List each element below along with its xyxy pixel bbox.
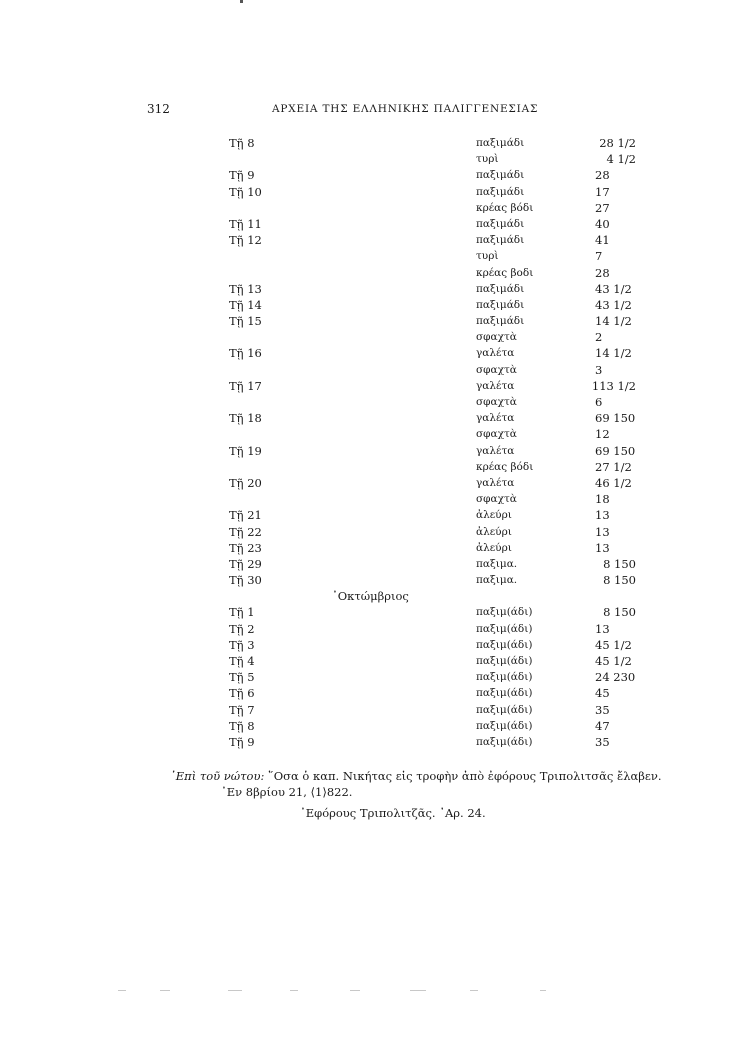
ledger-item: παξιμ(άδι) (476, 622, 533, 635)
ledger-item: παξιμ(άδι) (476, 703, 533, 716)
ledger-row (0, 507, 744, 523)
ledger-quantity: 12 (595, 427, 610, 442)
ledger-row (0, 410, 744, 426)
ledger-day: Τῇ 13 (229, 281, 262, 296)
ledger-row (0, 378, 744, 394)
ledger-row (0, 167, 744, 183)
ledger-item: παξιμ(άδι) (476, 606, 533, 619)
ledger-quantity: 8 150 (603, 573, 636, 588)
ledger-day: Τῇ 5 (229, 670, 255, 685)
ledger-row (0, 604, 744, 620)
ledger-item: σφαχτὰ (476, 493, 517, 506)
ledger-day: Τῇ 9 (229, 734, 255, 749)
ledger-day: Τῇ 7 (229, 702, 255, 717)
ledger-row (0, 702, 744, 718)
signature-line: ᾿Εφόρους Τριπολιτζᾶς. ᾿Αρ. 24. (300, 806, 486, 820)
ledger-day: Τῇ 18 (229, 411, 262, 426)
ledger-quantity: 4 1/2 (606, 152, 636, 167)
ledger-quantity: 28 (595, 168, 610, 183)
page-header (0, 102, 744, 118)
ledger-item: σφαχτὰ (476, 363, 517, 376)
ledger-day: Τῇ 16 (229, 346, 262, 361)
ledger-day: Τῇ 10 (229, 184, 262, 199)
ledger-quantity: 14 1/2 (595, 314, 632, 329)
ledger-quantity: 13 (595, 508, 610, 523)
ledger-row (0, 329, 744, 345)
ledger-item: ἀλεύρι (476, 509, 512, 522)
ledger-row (0, 232, 744, 248)
ledger-quantity: 46 1/2 (595, 475, 632, 490)
ledger-day: Τῇ 22 (229, 524, 262, 539)
ledger-day: Τῇ 8 (229, 136, 255, 150)
scan-mark (240, 0, 243, 3)
ledger-row (0, 685, 744, 701)
ledger-item: γαλέτα (476, 476, 515, 489)
ledger-item: ἀλεύρι (476, 525, 512, 538)
ledger-row (0, 216, 744, 232)
ledger-row (0, 426, 744, 442)
ledger-row (0, 491, 744, 507)
ledger-item: παξιμάδι (476, 282, 525, 295)
ledger-quantity: 40 (595, 216, 610, 231)
ledger-row (0, 653, 744, 669)
ledger-row (0, 265, 744, 281)
ledger-quantity: 13 (595, 524, 610, 539)
ledger-quantity: 35 (595, 702, 610, 717)
ledger-item: κρέας βόδι (476, 201, 534, 214)
ledger-day: Τῇ 8 (229, 718, 255, 733)
ledger-day: Τῇ 12 (229, 233, 262, 248)
ledger-item: σφαχτὰ (476, 396, 517, 408)
ledger-quantity: 27 1/2 (595, 459, 632, 474)
ledger-row (0, 572, 744, 588)
ledger-item: γαλέτα (476, 444, 515, 457)
page-number: 312 (147, 102, 170, 116)
ledger-row (0, 459, 744, 475)
ledger-item: τυρὶ (476, 153, 499, 166)
ledger-row (0, 556, 744, 572)
ledger-row (0, 200, 744, 216)
ledger-quantity: 6 (595, 395, 603, 409)
provisions-ledger (0, 135, 744, 750)
ledger-item: παξιμάδι (476, 217, 525, 230)
ledger-quantity: 24 230 (595, 670, 636, 685)
ledger-day: Τῇ 4 (229, 654, 255, 668)
verso-label: ᾿Επὶ τοῦ νώτου: (170, 769, 265, 783)
ledger-row (0, 313, 744, 329)
ledger-row (0, 135, 744, 151)
ledger-quantity: 69 150 (595, 411, 636, 426)
ledger-item: γαλέτα (476, 412, 515, 425)
ledger-item: παξιμ(άδι) (476, 655, 533, 667)
ledger-day: Τῇ 17 (229, 378, 262, 393)
ledger-row (0, 540, 744, 556)
ledger-row (0, 151, 744, 167)
ledger-day: Τῇ 1 (229, 605, 255, 620)
ledger-row (0, 394, 744, 410)
ledger-quantity: 17 (595, 184, 610, 199)
ledger-row (0, 248, 744, 264)
verso-note (170, 769, 662, 783)
ledger-row (0, 443, 744, 459)
ledger-row (0, 345, 744, 361)
ledger-row (0, 718, 744, 734)
ledger-item: παξιμάδι (476, 298, 525, 311)
ledger-item: παξιμ(άδι) (476, 671, 533, 684)
ledger-item: παξιμάδι (476, 315, 525, 328)
ledger-item: παξιμ(άδι) (476, 719, 533, 732)
ledger-day: Τῇ 2 (229, 621, 255, 636)
ledger-row (0, 621, 744, 637)
ledger-quantity: 43 1/2 (595, 297, 632, 312)
ledger-quantity: 27 (595, 200, 610, 215)
ledger-quantity: 13 (595, 540, 610, 555)
ledger-row (0, 524, 744, 540)
ledger-item: γαλέτα (476, 347, 515, 360)
ledger-row (0, 475, 744, 491)
ledger-item: κρέας βόδι (476, 460, 534, 473)
ledger-item: παξιμ(άδι) (476, 735, 533, 748)
ledger-quantity: 35 (595, 734, 610, 749)
ledger-quantity: 2 (595, 330, 603, 345)
ledger-item: κρέας βοδι (476, 266, 534, 279)
ledger-item: παξιμα. (476, 574, 518, 587)
ledger-quantity: 8 150 (603, 605, 636, 620)
ledger-item: σφαχτὰ (476, 428, 517, 441)
ledger-quantity: 14 1/2 (595, 346, 632, 361)
ledger-item: τυρὶ (476, 250, 499, 263)
ledger-quantity: 28 1/2 (599, 136, 636, 150)
ledger-row (0, 184, 744, 200)
ledger-day: Τῇ 14 (229, 297, 262, 312)
ledger-quantity: 13 (595, 621, 610, 636)
ledger-row (0, 637, 744, 653)
ledger-item: ἀλεύρι (476, 541, 512, 554)
ledger-item: παξιμάδι (476, 185, 525, 198)
ledger-quantity: 3 (595, 362, 603, 377)
ledger-row (0, 297, 744, 313)
ledger-item: παξιμ(άδι) (476, 638, 533, 651)
ledger-row (0, 281, 744, 297)
ledger-day: Τῇ 30 (229, 573, 262, 588)
ledger-item: παξιμα. (476, 557, 518, 570)
ledger-day: Τῇ 6 (229, 686, 255, 701)
ledger-quantity: 45 1/2 (595, 654, 632, 668)
ledger-quantity: 113 1/2 (591, 378, 636, 393)
date-line: ᾿Εν 8βρίου 21, ⟨1⟩822. (221, 785, 353, 799)
ledger-item: παξιμάδι (476, 234, 525, 247)
month-heading: ᾿Οκτώμβριος (332, 589, 409, 604)
ledger-day: Τῇ 29 (229, 556, 262, 571)
ledger-quantity: 43 1/2 (595, 281, 632, 296)
ledger-quantity: 47 (595, 718, 610, 733)
ledger-quantity: 69 150 (595, 443, 636, 458)
ledger-quantity: 8 150 (603, 556, 636, 571)
running-title: ΑΡΧΕΙΑ ΤΗΣ ΕΛΛΗΝΙΚΗΣ ΠΑΛΙΓΓΕΝΕΣΙΑΣ (272, 103, 539, 115)
ledger-day: Τῇ 3 (229, 637, 255, 652)
ledger-item: σφαχτὰ (476, 331, 517, 344)
ledger-day: Τῇ 9 (229, 168, 255, 183)
ledger-quantity: 7 (595, 249, 603, 264)
verso-text: ῞Οσα ὁ καπ. Νικήτας εἰς τροφὴν ἀπὸ ἐφόρους Τριπολιτσᾶς ἔλαβεν. (267, 769, 662, 783)
ledger-item: γαλέτα (476, 379, 515, 392)
ledger-row (0, 669, 744, 685)
ledger-day: Τῇ 20 (229, 475, 262, 490)
ledger-row (0, 362, 744, 378)
ledger-day: Τῇ 23 (229, 540, 262, 555)
ledger-quantity: 45 1/2 (595, 637, 632, 652)
ledger-item: παξιμάδι (476, 169, 525, 182)
ledger-quantity: 18 (595, 492, 610, 507)
scan-specks (0, 990, 744, 994)
ledger-quantity: 28 (595, 265, 610, 280)
ledger-quantity: 41 (595, 233, 610, 248)
ledger-quantity: 45 (595, 686, 610, 701)
ledger-row (0, 734, 744, 750)
ledger-item: παξιμάδι (476, 137, 525, 149)
ledger-day: Τῇ 15 (229, 314, 262, 329)
ledger-day: Τῇ 21 (229, 508, 262, 523)
ledger-day: Τῇ 19 (229, 443, 262, 458)
ledger-day: Τῇ 11 (229, 216, 262, 231)
month-heading-row (0, 588, 744, 604)
ledger-item: παξιμ(άδι) (476, 687, 533, 700)
